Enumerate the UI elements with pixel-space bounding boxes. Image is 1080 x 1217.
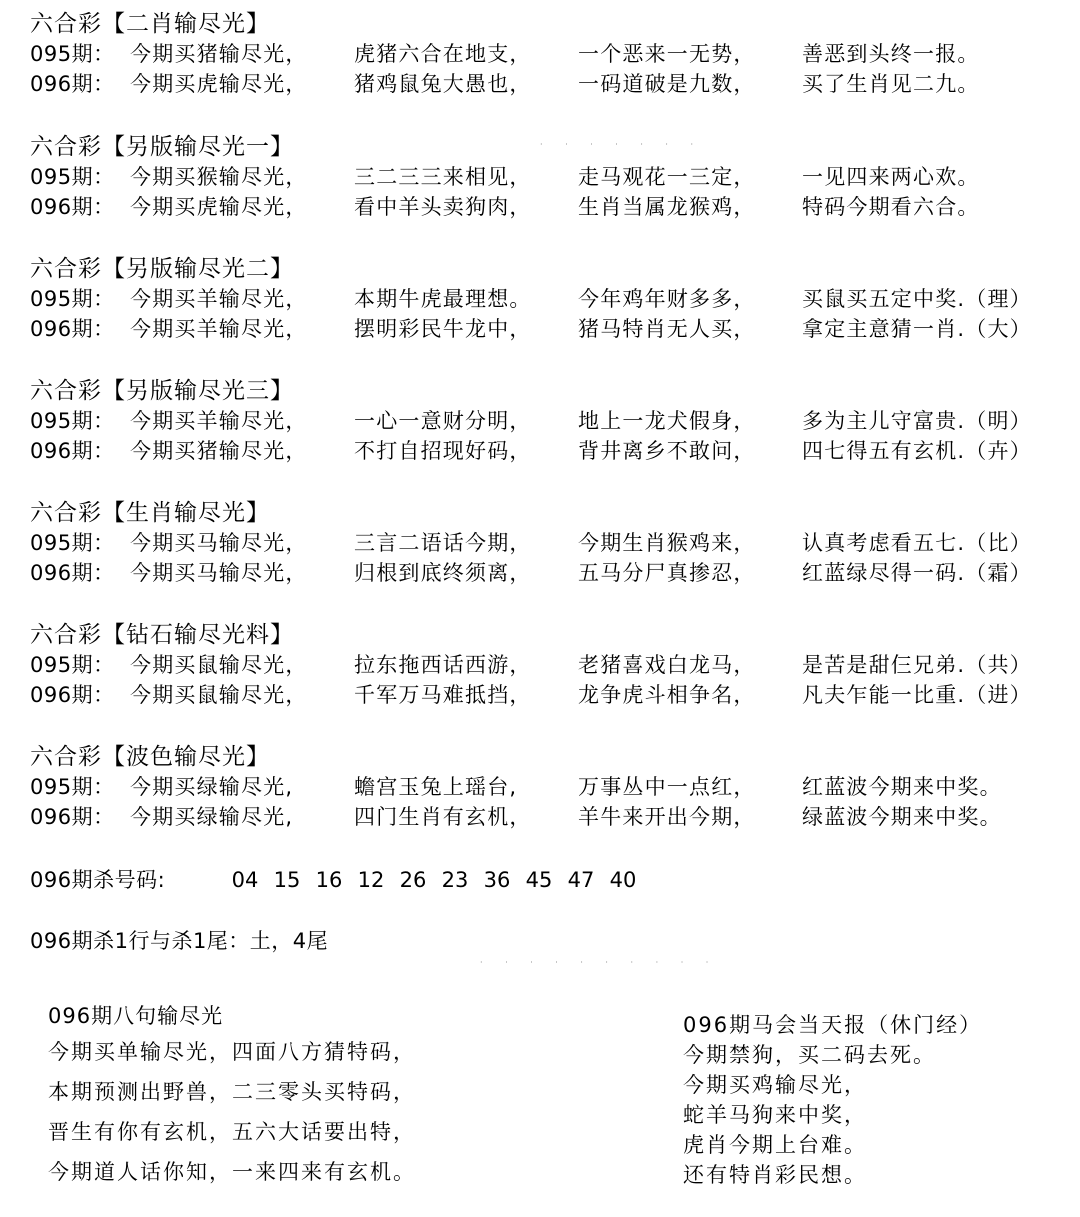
period-label: 095期： xyxy=(30,775,115,799)
verse-segment: 特码今期看六合。 xyxy=(802,195,980,219)
period-label: 095期： xyxy=(30,409,115,433)
verse-segment: 今期生肖猴鸡来， xyxy=(578,531,756,555)
verse-segment: 红蓝波今期来中奖。 xyxy=(802,775,1002,799)
period-label: 095期： xyxy=(30,165,115,189)
verse-segment: 一见四来两心欢。 xyxy=(802,165,980,189)
verse-segment: 今期买绿输尽光, xyxy=(130,805,294,829)
verse-segment: 绿蓝波今期来中奖。 xyxy=(802,805,1002,829)
box-verse-line: 今期禁狗，买二码去死。 xyxy=(683,1043,936,1067)
verse-segment: 归根到底终须离， xyxy=(354,561,532,585)
period-label: 095期： xyxy=(30,531,115,555)
kill-number: 23 xyxy=(441,868,469,892)
verse-segment: 蟾宫玉兔上瑶台, xyxy=(354,775,518,799)
verse-segment: 今期买马输尽光， xyxy=(130,561,308,585)
section-title: 六合彩【另版输尽光二】 xyxy=(30,256,294,282)
prediction-line xyxy=(30,192,1070,222)
box-verse-line: 本期预测出野兽，二三零头买特码， xyxy=(48,1080,416,1104)
kill-number: 47 xyxy=(567,868,595,892)
kill-number: 16 xyxy=(315,868,343,892)
section-title: 六合彩【生肖输尽光】 xyxy=(30,500,270,526)
box-verse-line: 晋生有你有玄机，五六大话要出特， xyxy=(48,1120,416,1144)
kill-numbers-label: 096期杀号码: xyxy=(30,868,166,892)
verse-segment: 虎猪六合在地支， xyxy=(354,42,532,66)
box-verse-line: 今期道人话你知，一来四来有玄机。 xyxy=(48,1160,416,1184)
verse-segment: 万事丛中一点红， xyxy=(578,775,756,799)
prediction-line xyxy=(30,436,1070,466)
verse-segment: 红蓝绿尽得一码.（霜） xyxy=(802,561,1032,585)
verse-segment: 三言二语话今期， xyxy=(354,531,532,555)
section-alt-version-two xyxy=(30,254,1070,344)
prediction-line xyxy=(30,650,1070,680)
section-diamond xyxy=(30,620,1070,710)
verse-segment: 今期买马输尽光， xyxy=(130,531,308,555)
verse-segment: 今期买鼠输尽光， xyxy=(130,653,308,677)
prediction-line xyxy=(30,39,1070,69)
kill-number: 40 xyxy=(609,868,637,892)
prediction-line xyxy=(30,558,1070,588)
verse-segment: 今期买羊输尽光， xyxy=(130,409,308,433)
verse-segment: 买了生肖见二九。 xyxy=(802,72,980,96)
verse-segment: 今期买虎输尽光， xyxy=(130,195,308,219)
verse-segment: 一码道破是九数， xyxy=(578,72,756,96)
period-label: 095期： xyxy=(30,42,115,66)
verse-segment: 今年鸡年财多多， xyxy=(578,287,756,311)
prediction-line xyxy=(30,69,1070,99)
prediction-line xyxy=(30,802,1070,832)
verse-segment: 看中羊头卖狗肉， xyxy=(354,195,532,219)
verse-segment: 拉东拖西话西游， xyxy=(354,653,532,677)
verse-segment: 羊牛来开出今期， xyxy=(578,805,756,829)
period-label: 095期： xyxy=(30,287,115,311)
verse-segment: 买鼠买五定中奖.（理） xyxy=(802,287,1032,311)
verse-segment: 三二三三来相见， xyxy=(354,165,532,189)
verse-segment: 一心一意财分明， xyxy=(354,409,532,433)
section-title: 六合彩【钻石输尽光料】 xyxy=(30,622,294,648)
verse-segment: 猪鸡鼠兔大愚也， xyxy=(354,72,532,96)
kill-numbers-row xyxy=(30,865,644,895)
verse-segment: 不打自招现好码， xyxy=(354,439,532,463)
box-title: 096期马会当天报（休门经） xyxy=(683,1013,983,1037)
verse-segment: 拿定主意猜一肖.（大） xyxy=(802,317,1032,341)
period-label: 096期： xyxy=(30,317,115,341)
verse-segment: 背井离乡不敢问， xyxy=(578,439,756,463)
verse-segment: 生肖当属龙猴鸡， xyxy=(578,195,756,219)
box-verse-line: 还有特肖彩民想。 xyxy=(683,1163,867,1187)
section-title: 六合彩【二肖输尽光】 xyxy=(30,11,270,37)
section-title: 六合彩【另版输尽光一】 xyxy=(30,134,294,160)
prediction-line xyxy=(30,284,1070,314)
section-title: 六合彩【波色输尽光】 xyxy=(30,744,270,770)
eight-verse-box xyxy=(48,1000,416,1192)
verse-segment: 今期买猪输尽光， xyxy=(130,42,308,66)
verse-segment: 今期买猴输尽光， xyxy=(130,165,308,189)
section-title: 六合彩【另版输尽光三】 xyxy=(30,378,294,404)
kill-tail-line: 096期杀1行与杀1尾：土，4尾 xyxy=(30,929,329,953)
kill-number: 36 xyxy=(483,868,511,892)
prediction-line xyxy=(30,314,1070,344)
section-wave-color xyxy=(30,742,1070,832)
kill-number: 26 xyxy=(399,868,427,892)
section-alt-version-three xyxy=(30,376,1070,466)
period-label: 096期： xyxy=(30,439,115,463)
verse-segment: 今期买鼠输尽光， xyxy=(130,683,308,707)
prediction-line xyxy=(30,680,1070,710)
period-label: 096期： xyxy=(30,561,115,585)
verse-segment: 四七得五有玄机.（卉） xyxy=(802,439,1032,463)
verse-segment: 千军万马难抵挡， xyxy=(354,683,532,707)
prediction-line xyxy=(30,528,1070,558)
box-verse-line: 今期买鸡输尽光， xyxy=(683,1073,867,1097)
verse-segment: 走马观花一三定， xyxy=(578,165,756,189)
verse-segment: 今期买猪输尽光， xyxy=(130,439,308,463)
kill-number: 45 xyxy=(525,868,553,892)
verse-segment: 地上一龙犬假身， xyxy=(578,409,756,433)
verse-segment: 今期买虎输尽光， xyxy=(130,72,308,96)
kill-number: 04 xyxy=(231,868,259,892)
verse-segment: 今期买羊输尽光， xyxy=(130,287,308,311)
verse-segment: 本期牛虎最理想。 xyxy=(354,287,532,311)
box-verse-line: 虎肖今期上台难。 xyxy=(683,1133,867,1157)
scan-specks: · · · · · · · xyxy=(540,140,704,149)
verse-segment: 龙争虎斗相争名， xyxy=(578,683,756,707)
period-label: 096期： xyxy=(30,72,115,96)
kill-number: 15 xyxy=(273,868,301,892)
scan-specks: · · · · · · · · · · xyxy=(480,958,719,967)
period-label: 095期： xyxy=(30,653,115,677)
horse-club-report-box xyxy=(683,1010,982,1190)
box-verse-line: 蛇羊马狗来中奖， xyxy=(683,1103,867,1127)
period-label: 096期： xyxy=(30,683,115,707)
box-title: 096期八句输尽光 xyxy=(48,1004,224,1028)
verse-segment: 一个恶来一无势， xyxy=(578,42,756,66)
verse-segment: 多为主儿守富贵.（明） xyxy=(802,409,1032,433)
period-label: 096期： xyxy=(30,805,115,829)
verse-segment: 今期买羊输尽光， xyxy=(130,317,308,341)
section-zodiac xyxy=(30,498,1070,588)
verse-segment: 是苦是甜仨兄弟.（共） xyxy=(802,653,1032,677)
box-verse-line: 今期买单输尽光，四面八方猜特码， xyxy=(48,1040,416,1064)
verse-segment: 凡夫乍能一比重.（进） xyxy=(802,683,1032,707)
kill-numbers-list xyxy=(224,865,644,895)
verse-segment: 五马分尸真掺忍， xyxy=(578,561,756,585)
section-two-zodiac xyxy=(30,9,1070,99)
verse-segment: 摆明彩民牛龙中， xyxy=(354,317,532,341)
verse-segment: 老猪喜戏白龙马， xyxy=(578,653,756,677)
verse-segment: 认真考虑看五七.（比） xyxy=(802,531,1032,555)
kill-number: 12 xyxy=(357,868,385,892)
prediction-line xyxy=(30,772,1070,802)
verse-segment: 猪马特肖无人买， xyxy=(578,317,756,341)
prediction-line xyxy=(30,406,1070,436)
period-label: 096期： xyxy=(30,195,115,219)
prediction-line xyxy=(30,162,1070,192)
verse-segment: 善恶到头终一报。 xyxy=(802,42,980,66)
verse-segment: 今期买绿输尽光, xyxy=(130,775,294,799)
verse-segment: 四门生肖有玄机， xyxy=(354,805,532,829)
